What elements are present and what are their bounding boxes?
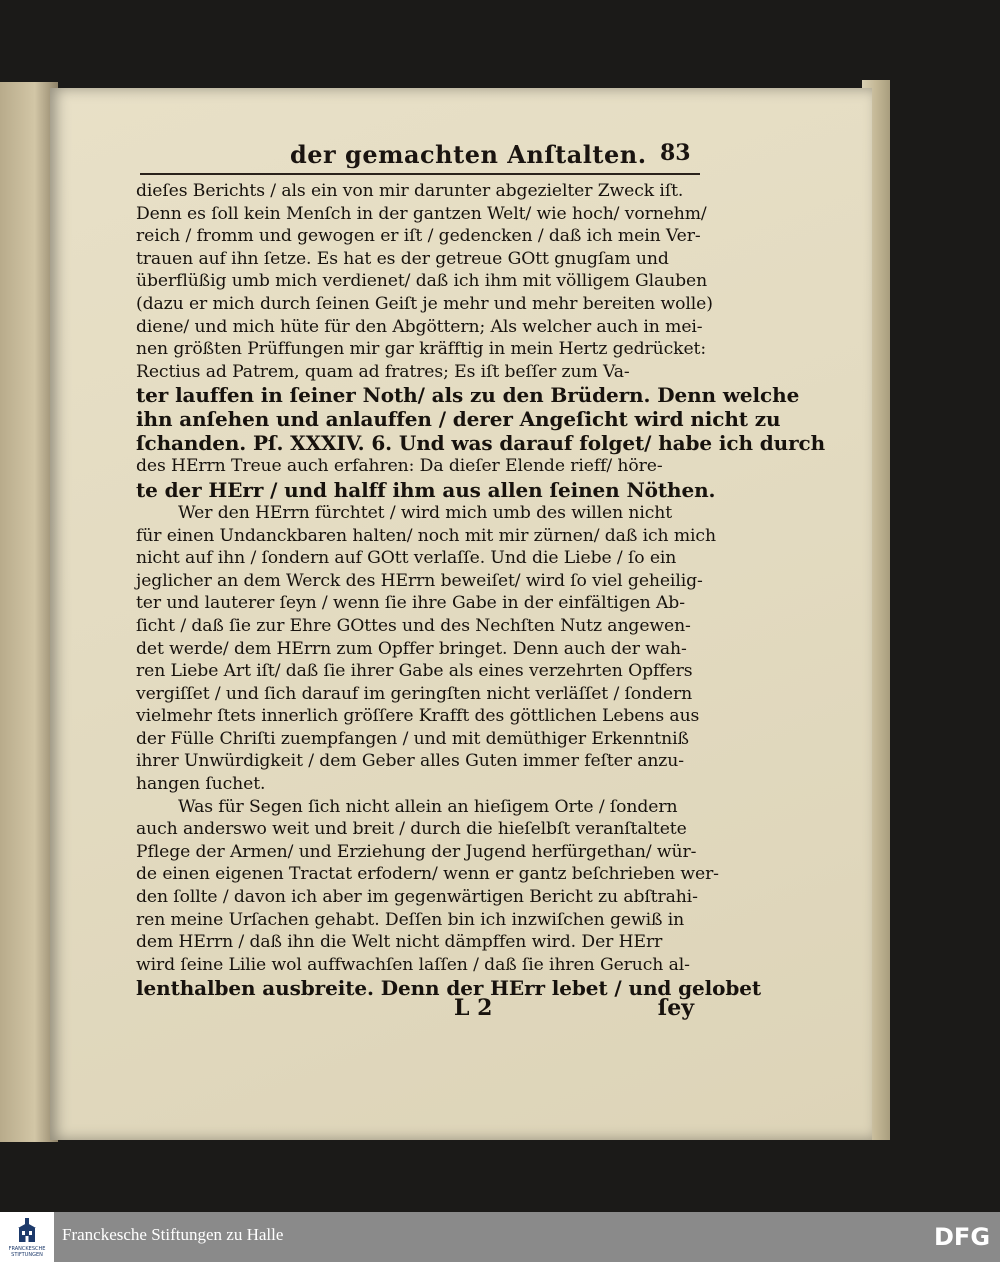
- catchword: ſey: [657, 995, 694, 1021]
- text-line: Wer den HErrn fürchtet / wird mich umb des willen nicht: [178, 502, 673, 523]
- running-head-title: der gemachten Anſtalten.: [290, 140, 647, 169]
- signature-mark: L 2: [454, 995, 493, 1021]
- text-line: ihrer Unwürdigkeit / dem Geber alles Guten immer feſter anzu-: [136, 751, 684, 772]
- text-line: jeglicher an dem Werck des HErrn beweiſet/ wird ſo viel geheilig-: [136, 570, 703, 591]
- text-line: nen größten Prüffungen mir gar kräfftig in mein Hertz gedrücket:: [136, 339, 707, 360]
- page-foot: [136, 995, 702, 1025]
- text-line: (dazu er mich durch ſeinen Geiſt je mehr und mehr bereiten wolle): [136, 293, 713, 314]
- text-line: ren Liebe Art iſt/ daß ſie ihrer Gabe als eines verzehrten Opffers: [136, 661, 693, 682]
- dfg-logo[interactable]: [934, 1222, 992, 1250]
- text-line: ſicht / daß ſie zur Ehre GOttes und des Nechſten Nutz angewen-: [136, 615, 691, 636]
- header-rule: [140, 173, 700, 175]
- text-line: ter lauffen in ſeiner Noth/ als zu den Brüdern. Denn welche: [136, 383, 800, 408]
- text-line: dem HErrn / daß ihn die Welt nicht dämpffen wird. Der HErr: [136, 932, 663, 953]
- text-line: nicht auf ihn / ſondern auf GOtt verlaſſe. Und die Liebe / ſo ein: [136, 548, 677, 569]
- dfg-logo-text: DFG: [934, 1223, 991, 1251]
- text-line: dieſes Berichts / als ein von mir darunter abgezielter Zweck iſt.: [136, 181, 684, 201]
- text-line: diene/ und mich hüte für den Abgöttern; Als welcher auch in mei-: [136, 316, 703, 337]
- text-line: det werde/ dem HErrn zum Opffer bringet. Denn auch der wah-: [136, 638, 687, 659]
- text-line: der Fülle Chriſti zuempfangen / und mit demüthiger Erkenntniß: [136, 728, 689, 749]
- text-line: de einen eigenen Tractat erfodern/ wenn er gantz beſchrieben wer-: [136, 864, 719, 885]
- page-number: 83: [660, 140, 691, 166]
- institution-name[interactable]: Franckesche Stiftungen zu Halle: [62, 1225, 284, 1244]
- text-line: hangen ſuchet.: [136, 774, 266, 795]
- text-line: ter und lauterer ſeyn / wenn ſie ihre Gabe in der einfältigen Ab-: [136, 593, 685, 614]
- text-line: Denn es ſoll kein Menſch in der gantzen Welt/ wie hoch/ vornehm/: [136, 203, 707, 224]
- text-line: te der HErr / und halff ihm aus allen ſeinen Nöthen.: [136, 477, 716, 502]
- text-line: wird ſeine Lilie wol auffwachſen laſſen / daß ſie ihren Geruch al-: [136, 954, 690, 975]
- text-line: überflüßig umb mich verdienet/ daß ich ihm mit völligem Glauben: [136, 271, 708, 292]
- text-line: ren meine Urſachen gehabt. Deſſen bin ich inzwiſchen gewiß in: [136, 909, 685, 930]
- text-line: lenthalben ausbreite. Denn der HErr lebet / und gelobet: [136, 976, 762, 1001]
- text-line: reich / fromm und gewogen er iſt / gedencken / daß ich mein Ver-: [136, 226, 701, 247]
- text-line: des HErrn Treue auch erfahren: Da dieſer Elende rieff/ höre-: [136, 456, 663, 477]
- logo-text: FRANCKESCHE STIFTUNGEN: [8, 1246, 46, 1258]
- running-head: [130, 140, 710, 174]
- text-line: Pflege der Armen/ und Erziehung der Jugend herfürgethan/ wür-: [136, 841, 697, 862]
- text-line: ſchanden. Pſ. XXXIV. 6. Und was darauf folget/ habe ich durch: [136, 431, 826, 456]
- text-line: den ſollte / davon ich aber im gegenwärtigen Bericht zu abſtrahi-: [136, 887, 698, 908]
- text-line: Rectius ad Patrem, quam ad fratres; Es iſt beſſer zum Va-: [136, 361, 630, 382]
- text-line: vergiſſet / und ſich darauf im geringſten nicht verläſſet / ſondern: [136, 683, 693, 704]
- institution-logo[interactable]: [0, 1212, 54, 1262]
- text-line: auch anderswo weit und breit / durch die hieſelbſt veranſtaltete: [136, 819, 687, 840]
- text-line: trauen auf ihn ſetze. Es hat es der getreue GOtt gnugſam und: [136, 248, 669, 269]
- text-line: ihn anſehen und anlauffen / derer Angeſicht wird nicht zu: [136, 407, 781, 432]
- orphanage-building-icon: [16, 1218, 38, 1244]
- text-line: vielmehr ſtets innerlich gröſſere Krafft des göttlichen Lebens aus: [136, 706, 700, 727]
- text-line: Was für Segen ſich nicht allein an hieſigem Orte / ſondern: [178, 796, 678, 817]
- text-line: für einen Undanckbaren halten/ noch mit mir zürnen/ daß ich mich: [136, 525, 716, 546]
- viewer-footer: [0, 1212, 1000, 1262]
- body-text: [136, 180, 826, 1001]
